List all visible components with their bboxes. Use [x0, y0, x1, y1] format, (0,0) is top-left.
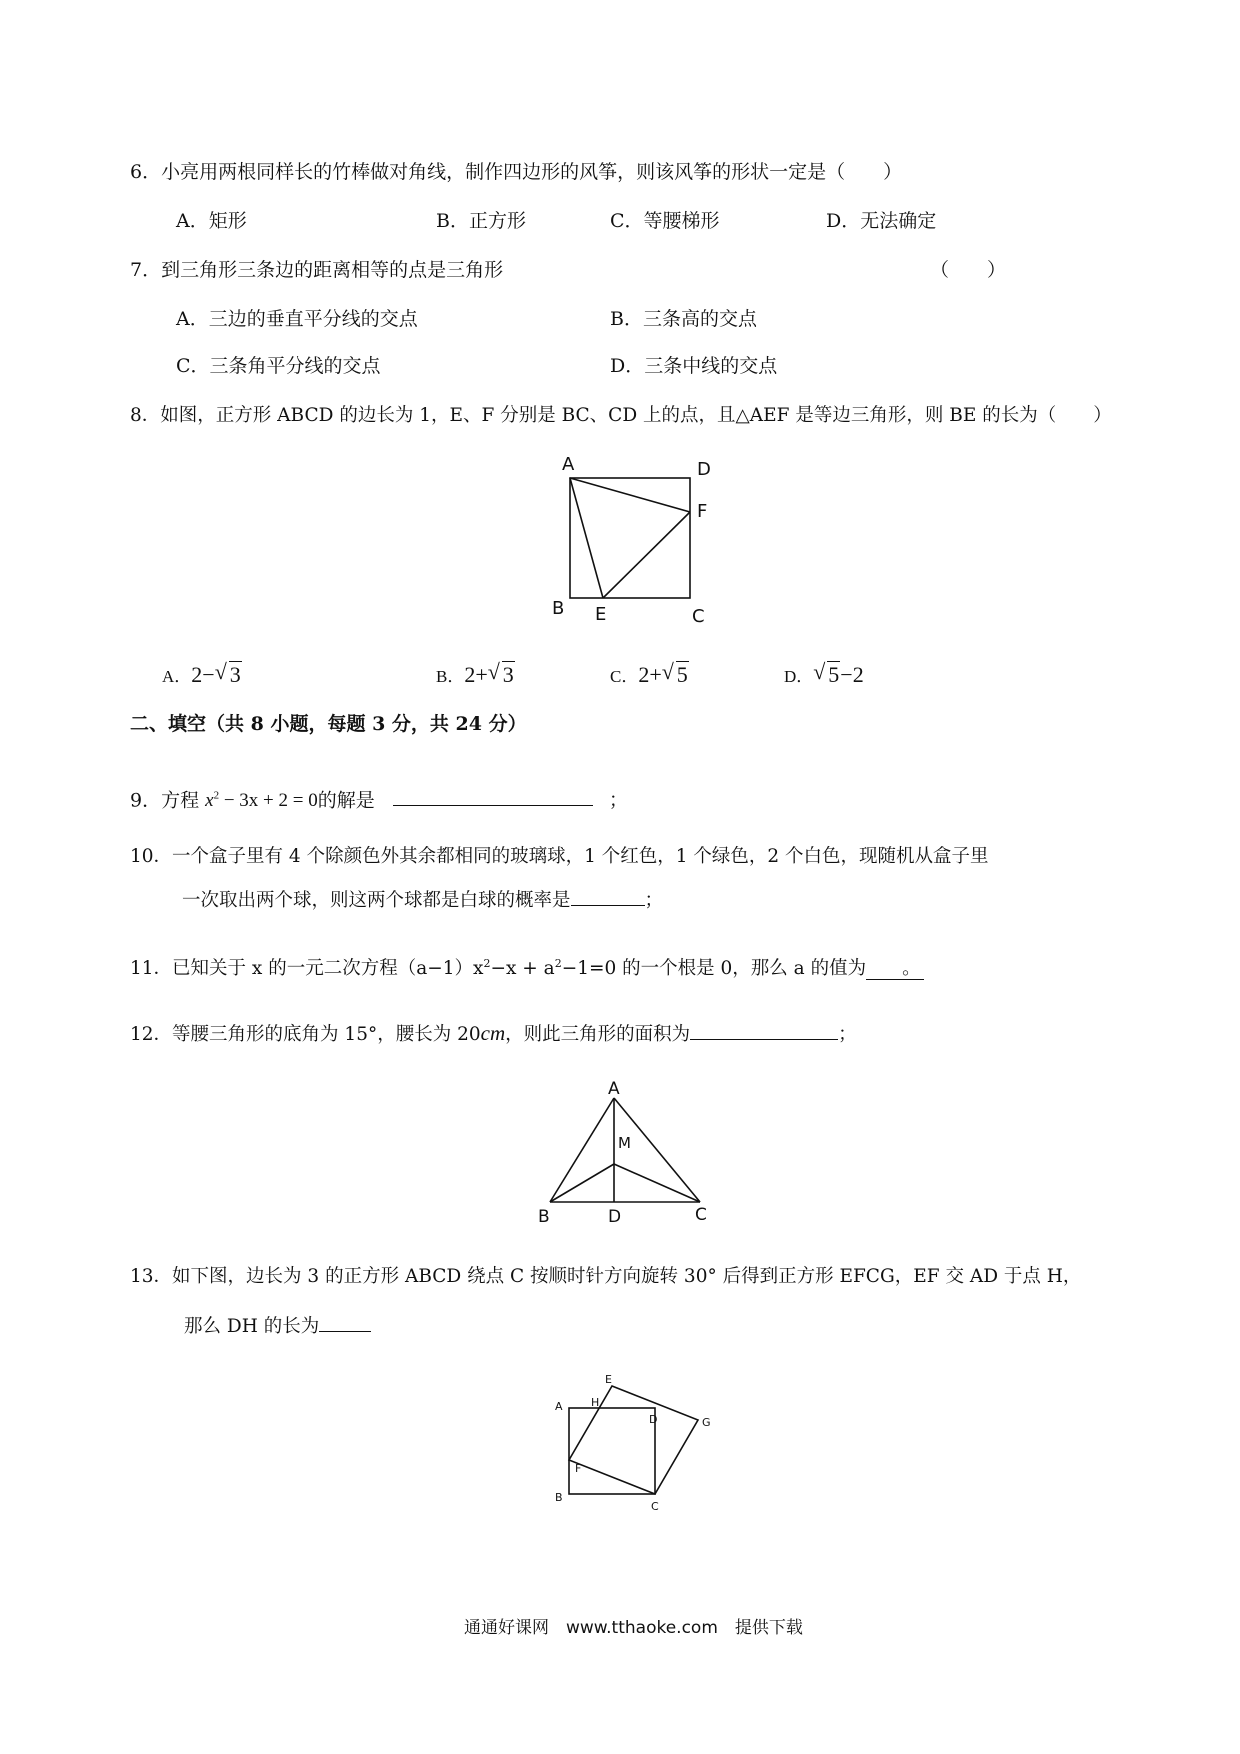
label-a: A — [608, 1079, 620, 1099]
question-12-unit: cm — [480, 1021, 506, 1045]
question-11-exponent-2: 2 — [554, 957, 562, 970]
page-footer: 通通好课网 www.tthaoke.com 提供下载 — [464, 1618, 803, 1638]
question-12-answer-blank — [690, 1039, 838, 1040]
question-8-option-b — [436, 664, 515, 686]
question-6-option-d: D．无法确定 — [826, 210, 937, 232]
label-d: D — [697, 459, 711, 480]
question-12 — [130, 1023, 857, 1045]
question-12-figure — [530, 1078, 730, 1228]
sqrt-sign — [488, 664, 515, 686]
question-13-text: 那么 DH 的长为 — [184, 1316, 320, 1337]
question-7-stem: 7．到三角形三条边的距离相等的点是三角形 — [130, 259, 504, 281]
label-m: M — [618, 1134, 631, 1152]
question-7-option-b: B．三条高的交点 — [610, 308, 757, 330]
question-10-line-2 — [182, 892, 663, 911]
question-12-pre: 12．等腰三角形的底角为 15°，腰长为 20 — [130, 1024, 481, 1045]
question-10-line-1: 10．一个盒子里有 4 个除颜色外其余都相同的玻璃球，1 个红色，1 个绿色，2 个白色，现随机从盒子里 — [130, 846, 989, 867]
option-label: A． — [162, 667, 192, 686]
question-11-end: 。 — [902, 958, 921, 980]
question-13-line-1: 13．如下图，边长为 3 的正方形 ABCD 绕点 C 按顺时针方向旋转 30° 后得到正方形 EFCG，EF 交 AD 于点 H， — [130, 1266, 1082, 1287]
question-9-answer-blank — [393, 805, 593, 806]
question-7-option-a: A．三边的垂直平分线的交点 — [176, 308, 418, 330]
label-e: E — [605, 1373, 612, 1386]
square-efcg — [569, 1386, 698, 1494]
segment-ef — [603, 512, 690, 598]
question-6-option-b: B．正方形 — [436, 210, 526, 232]
question-13-figure — [545, 1370, 725, 1530]
option-label: B． — [436, 667, 465, 686]
option-expr-pre: 2+ — [464, 662, 488, 687]
equation-rest: − 3x + 2 = 0 — [219, 790, 318, 812]
label-c: C — [692, 606, 705, 627]
label-a: A — [562, 454, 575, 475]
question-6-option-a: A．矩形 — [176, 210, 247, 232]
segment-af — [570, 478, 690, 512]
question-12-end: ； — [838, 1024, 857, 1045]
square-abcd — [569, 1408, 658, 1494]
label-c: C — [695, 1205, 707, 1225]
radicand: 3 — [229, 662, 241, 687]
question-10-end: ； — [644, 890, 664, 911]
question-13-line-2 — [184, 1318, 371, 1337]
question-13-answer-blank — [319, 1331, 371, 1332]
question-9 — [130, 791, 628, 810]
segment-cm — [614, 1164, 700, 1202]
option-expr-pre: 2− — [191, 662, 215, 687]
label-d: D — [608, 1207, 622, 1227]
option-expr-post: −2 — [840, 662, 864, 687]
equation-exponent: 2 — [213, 790, 220, 802]
label-a: A — [555, 1400, 563, 1413]
label-f: F — [575, 1462, 582, 1475]
question-7-option-c: C．三条角平分线的交点 — [176, 355, 381, 377]
section-2-heading: 二、填空（共 8 小题，每题 3 分，共 24 分） — [130, 713, 527, 735]
sqrt-sign — [813, 664, 840, 686]
question-8-option-a — [162, 664, 242, 686]
label-b: B — [552, 598, 565, 619]
label-g: G — [702, 1416, 711, 1429]
question-11-answer-blank — [866, 960, 924, 980]
segment-bm — [550, 1164, 614, 1202]
question-8-option-c — [610, 664, 689, 686]
question-9-end: ； — [608, 789, 628, 812]
question-9-equation — [205, 790, 318, 811]
question-7-option-d: D．三条中线的交点 — [610, 355, 778, 377]
question-9-prefix: 9．方程 — [130, 789, 206, 812]
label-f: F — [697, 501, 708, 522]
question-11-exponent-1: 2 — [483, 957, 491, 970]
option-label: C． — [610, 667, 639, 686]
question-12-post: ，则此三角形的面积为 — [505, 1024, 691, 1045]
question-11 — [130, 958, 924, 980]
question-8-figure — [540, 450, 720, 630]
label-b: B — [538, 1207, 550, 1227]
segment-ae — [570, 478, 603, 598]
option-label: D． — [784, 667, 814, 686]
label-h: H — [591, 1396, 600, 1409]
square-abcd — [570, 478, 690, 598]
radicand: 3 — [502, 662, 514, 687]
question-11-post: −1=0 的一个根是 0，那么 a 的值为 — [561, 958, 867, 980]
label-e: E — [595, 604, 607, 625]
sqrt-sign — [662, 664, 689, 686]
question-10-text: 一次取出两个球，则这两个球都是白球的概率是 — [182, 890, 571, 911]
radicand: 5 — [676, 662, 688, 687]
question-8-option-d — [784, 664, 864, 686]
question-10-answer-blank — [571, 905, 645, 906]
radicand: 5 — [828, 662, 840, 687]
question-9-suffix: 的解是 — [317, 789, 375, 812]
label-c: C — [651, 1500, 659, 1513]
question-8-stem: 8．如图，正方形 ABCD 的边长为 1，E、F 分别是 BC、CD 上的点，且△AEF 是等边三角形，则 BE 的长为（ ） — [130, 405, 1112, 426]
question-7-answer-paren: （ ） — [930, 259, 1007, 281]
label-b: B — [555, 1491, 563, 1504]
option-expr-pre: 2+ — [638, 662, 662, 687]
question-11-mid: −x + a — [490, 958, 555, 980]
sqrt-sign — [215, 664, 242, 686]
equation-variable: x — [205, 790, 214, 812]
label-d: D — [649, 1413, 658, 1426]
question-6-option-c: C．等腰梯形 — [610, 210, 720, 232]
question-6-stem: 6．小亮用两根同样长的竹棒做对角线，制作四边形的风筝，则该风筝的形状一定是（ ） — [130, 161, 903, 183]
question-11-pre: 11．已知关于 x 的一元二次方程（a−1）x — [130, 958, 484, 980]
segment-ab — [550, 1098, 614, 1202]
